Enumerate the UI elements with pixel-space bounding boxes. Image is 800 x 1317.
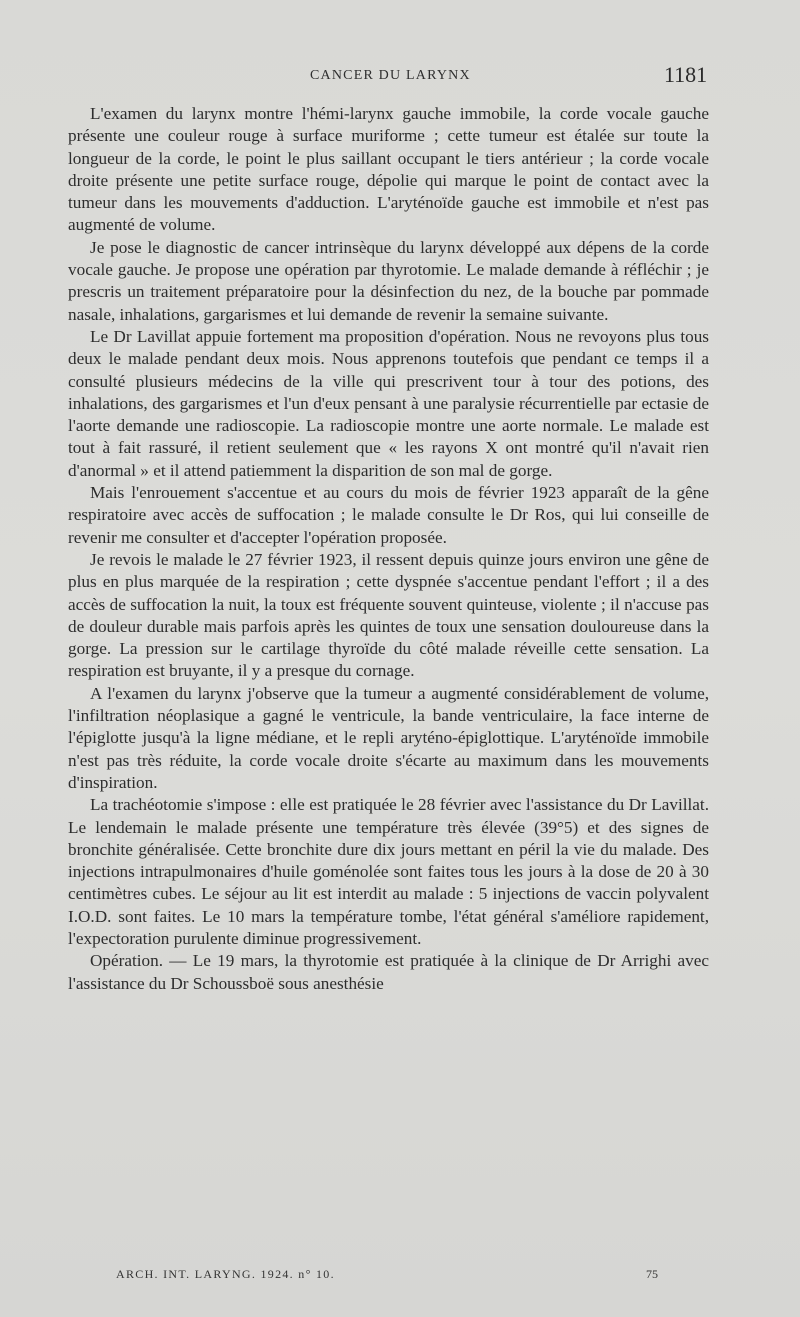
paragraph-6: A l'examen du larynx j'observe que la tumeur a augmenté considérablement de volume, l'infiltration néoplasique a gagné le ventricule, la bande ventriculaire, la face interne de l'épiglotte jusqu'à la ligne médiane, et le repli aryténo-épiglottique. L'aryténoïde immobile n'est pas très réduite, la corde vocale droite s'écarte au maximum dans les mouvements d'inspiration. xyxy=(68,683,709,792)
signature-mark: 75 xyxy=(646,1267,658,1281)
page-footer xyxy=(0,1267,800,1287)
paragraph-2: Je pose le diagnostic de cancer intrinsèque du larynx développé aux dépens de la corde vocale gauche. Je propose une opération par thyrotomie. Le malade demande à réfléchir ; je prescris un traitement préparatoire pour la désinfection du nez, de la bouche par pommade nasale, inhalations, gargarismes et lui demande de revenir la semaine suivante. xyxy=(68,237,709,324)
page-number: 1181 xyxy=(664,62,708,87)
article-body xyxy=(68,103,709,995)
running-title: CANCER DU LARYNX xyxy=(310,68,471,83)
running-header xyxy=(0,62,800,92)
paragraph-8: Opération. — Le 19 mars, la thyrotomie est pratiquée à la clinique de Dr Arrighi avec l'assistance du Dr Schoussboë sous anesthésie xyxy=(68,951,709,993)
paragraph-3: Le Dr Lavillat appuie fortement ma proposition d'opération. Nous ne revoyons plus tous deux le malade pendant deux mois. Nous apprenons toutefois que pendant ce temps il a consulté plusieurs médecins de la ville qui prescrivent tour à tour des potions, des inhalations, des gargarismes et l'un d'eux pensant à une paralysie récurrentielle par ectasie de l'aorte demande une radioscopie. La radioscopie montre une aorte normale. Le malade est tout à fait rassuré, il retient seulement que « les rayons X ont montré qu'il n'avait rien d'anormal » et il attend patiemment la disparition de son mal de gorge. xyxy=(68,326,709,480)
paragraph-5: Je revois le malade le 27 février 1923, il ressent depuis quinze jours environ une gêne de plus en plus marquée de la respiration ; cette dyspnée s'accentue pendant l'effort ; il a des accès de suffocation la nuit, la toux est fréquente souvent quinteuse, violente ; il n'accuse pas de douleur durable mais parfois après les quintes de toux une sensation douloureuse dans la gorge. La pression sur le cartilage thyroïde du côté malade réveille cette sensation. La respiration est bruyante, il y a presque du cornage. xyxy=(68,549,709,681)
paragraph-1: L'examen du larynx montre l'hémi-larynx gauche immobile, la corde vocale gauche présente une couleur rouge à surface muriforme ; cette tumeur est étalée sur toute la longueur de la corde, le point le plus saillant occupant le tiers antérieur ; la corde vocale droite présente une petite surface rouge, dépolie qui marque le point de contact avec la tumeur dans les mouvements d'adduction. L'aryténoïde gauche est immobile et n'est pas augmenté de volume. xyxy=(68,104,709,235)
paragraph-7: La trachéotomie s'impose : elle est pratiquée le 28 février avec l'assistance du Dr Lavillat. Le lendemain le malade présente une température très élevée (39°5) et des signes de bronchite généralisée. Cette bronchite dure dix jours mettant en péril la vie du malade. Des injections intrapulmonaires d'huile goménolée sont faites tous les jours à la dose de 20 à 30 centimètres cubes. Le séjour au lit est interdit au malade : 5 injections de vaccin polyvalent I.O.D. sont faites. Le 10 mars la température tombe, l'état général s'améliore rapidement, l'expectoration purulente diminue progressivement. xyxy=(68,795,709,948)
journal-reference: ARCH. INT. LARYNG. 1924. n° 10. xyxy=(116,1267,335,1281)
paragraph-4: Mais l'enrouement s'accentue et au cours du mois de février 1923 apparaît de la gêne respiratoire avec accès de suffocation ; le malade consulte le Dr Ros, qui lui conseille de revenir me consulter et d'accepter l'opération proposée. xyxy=(68,483,709,547)
